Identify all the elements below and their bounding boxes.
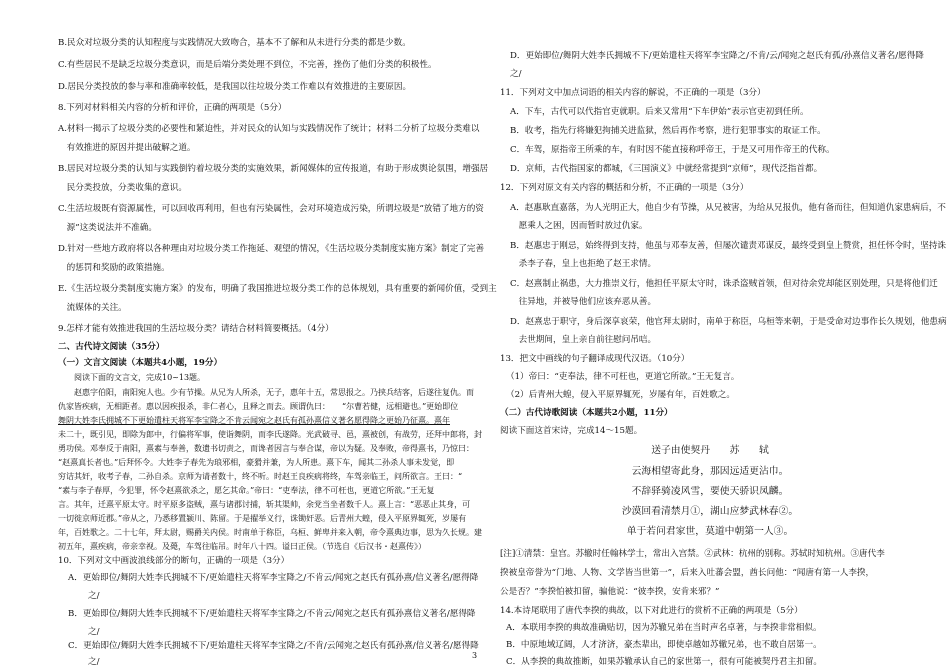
poem-line: 单于若问君家世，莫道中朝第一人③。 — [626, 526, 794, 537]
passage-line: 初五年，熹疾病，帝亲幸视。及薨，车驾往临吊。时年八十四。谥曰正侯。（节选自《后汉书・赵熹传》） — [58, 542, 426, 551]
poem-line: 云海相望寄此身，那因远适更沾巾。 — [631, 466, 789, 477]
q12-option-a: A．赵惠耿直嘉落，为人光明正大，他自少有节操，从兄被害，为给从兄报仇，他有备而往，但知道仇家患病后，不 — [510, 203, 946, 213]
q12-option-b-cont: 杀李子春，皇上也拒绝了赵王求情。 — [510, 259, 657, 269]
q11-option-c: C．车驾，原指帝王所乘的车，有时因不能直接称呼帝王，于是又可用作帝王的代称。 — [510, 145, 835, 155]
q11-option-b: B．收考，指先行将嫌犯拘捕关进监狱，然后再作考察，进行犯罪事实的取证工作。 — [510, 126, 826, 136]
q8-option-b: B.居民对垃圾分类的认知与实践倒钓着垃圾分类的实施效果，新闻媒体的宣传报道，有助于形成舆论氛围，增强居 — [58, 164, 489, 174]
q14-option-a: A．本联用李揆的典故准确贴切，因为苏辙兄弟在当时声名卓著，与李揆非常相似。 — [506, 623, 822, 633]
q7-option-c: C.有些居民不是缺乏垃圾分类意识，而是后端分类处理不到位，不完善，挫伤了他们分类的积极性。 — [58, 60, 437, 70]
poem-note: 揆被皇帝誉为“门地、人物、文学皆当世第一”，后来入吐蕃会盟，酋长问他：“闻唐有第一人李揆， — [500, 568, 875, 578]
q13-stem: 13．把文中画线的句子翻译成现代汉语。（10分） — [500, 354, 690, 364]
q12-stem: 12．下列对原文有关内容的概括和分析，不正确的一项是（3分） — [500, 183, 749, 193]
q9-stem: 9.怎样才能有效推进我国的生活垃圾分类？请结合材料简要概括。（4分） — [58, 324, 334, 334]
passage-line: 未二十，既引见，即除为郎中，行偏将军事，使诣舞阴，而李氏遂降。光武破寻、邑，熹被创，有战劳，还拜中郎将，封 — [58, 430, 482, 439]
q10-option-c: C．更始即位/舞阴大姓李氏拥城不下/更始遣柱天将军李宝降之/不肯/云闻宛之赵氏有孤孙熹/信义著名/愿得降 — [68, 641, 479, 651]
q10-option-d-cont: 之/ — [510, 69, 522, 79]
q8-stem: 8.下列对材料相关内容的分析和评价，正确的两项是（5分） — [58, 103, 287, 113]
q10-option-a: A．更始即位/舞阴大姓李氏拥城不下/更始遣柱天将军李宝降之/不肯云/闻宛之赵氏有孤孙熹/信义著名/愿得降 — [68, 573, 479, 583]
q12-option-c-cont: 往异地，并被导他们应该弃恶从善。 — [510, 297, 657, 307]
poem-intro: 阅读下面这首宋诗，完成14～15题。 — [500, 426, 643, 436]
passage-line: 仇家皆疾病，无相距者。惠以因疾报杀，非仁者心，且释之而去。顾谓仇曰： “尔曹若健，远相避也。”更始即位 — [58, 402, 459, 411]
q8-option-e: E.《生活垃圾分类制度实施方案》的发布，明确了我国推进垃圾分类工作的总体规划，具有重要的新闻价值，受到主 — [58, 284, 497, 294]
q8-option-a-cont: 有效推进的原因并提出破解之道。 — [58, 143, 196, 153]
q12-option-c: C．赵熹制止祸患，大力推崇义行，他担任平原太守时，诛杀盗贼首领，但对待余党却能区别处理，只是将他们迁 — [510, 279, 938, 289]
q8-option-a: A.材料一揭示了垃圾分类的必要性和紧迫性，并对民众的认知与实践情况作了统计；材料二分析了垃圾分类难以 — [58, 124, 480, 134]
passage-line: “素与李子春厚，今犯罪，怀令赵熹欲杀之，愿乞其命。”帝曰：“吏奉法，律不可枉也，更道它所欲。”王无复 — [58, 486, 435, 495]
q10-option-b-cont: 之/ — [88, 627, 100, 637]
q12-option-b: B．赵惠忠于刚忌，始终得到支持，他虽与邓奉友善，但屡次谴责邓谋反，最终受到皇上赞赏，担任怀令时，坚持诛 — [510, 241, 947, 251]
passage-line: “赵熹真长者也。”后拜怀令。大姓李子春先为琅邪相，豪猾并兼，为人所患。熹下车，闻其二孙杀人事未发觉，即 — [58, 458, 455, 467]
poem-line: 沙漠回看清禁月①，湖山应梦武林春②。 — [621, 506, 799, 517]
passage-line: 一切徙京师近郡。”帝从之，乃悉移置颍川、陈留。于是擢举义行，诛锄奸恶。后青州大蝗，侵入平原界辄死，岁屡有 — [58, 514, 467, 523]
q8-option-e-cont: 流媒体的关注。 — [58, 303, 127, 313]
poetry-heading: （二）古代诗歌阅读（本题共2小题，11分） — [500, 408, 673, 418]
passage-line: 赵惠字伯阳，南阳宛人也。少有节操。从兄为人所杀，无子，惠年十五，常思报之。乃挟兵结客，后遂往复仇。而 — [74, 388, 474, 397]
q7-option-b: B.民众对垃圾分类的认知程度与实践情况大致吻合，基本不了解和从未进行分类的都是少数。 — [58, 38, 411, 48]
q12-option-a-cont: 愿乘人之困，因而暂时放过仇家。 — [510, 221, 648, 231]
q14-option-c: C．从李揆的典故推断，如果苏辙承认自己的家世第一，很有可能被契丹君主扣留。 — [506, 657, 822, 667]
q13-item-1: （1）帝曰：“吏奉法，律不可枉也，更道它所欲。”王无复言。 — [506, 372, 740, 382]
q12-option-d: D．赵熹忠于职守，身后深享哀荣，他官拜太尉时，南单于称臣，乌桓等来朝，于是受命对边事作长久规划，他患病 — [510, 317, 947, 327]
passage-intro: 阅读下面的文言文，完成10~13题。 — [74, 373, 206, 382]
classical-prose-heading: （一）文言文阅读（本题共4小题，19分） — [58, 358, 223, 368]
section2-heading: 二、古代诗文阅读（35分） — [58, 342, 165, 352]
q14-stem: 14.本诗尾联用了唐代李揆的典故，以下对此进行的赏析不正确的两项是（5分） — [500, 606, 803, 616]
q11-stem: 11．下列对文中加点词语的相关内容的解说，不正确的一项是（3分） — [500, 88, 766, 98]
q10-option-b: B．更始即位/舞阴大姓李氏拥城不下/更始遣柱天将军李宝降之/不肯云/闻宛之赵氏有孤孙熹信义著名/愿得降 — [68, 609, 476, 619]
q8-option-b-cont: 民分类投放，分类收集的意识。 — [58, 183, 187, 193]
q14-option-b: B．中原地域辽阔，人才济济，豪杰辈出，即使卓越如苏辙兄弟，也不敢自居第一。 — [506, 640, 822, 650]
poem-line: 不辞驿骑凌风雪，要使天骄识凤麟。 — [631, 486, 789, 497]
q11-option-d: D．京师，古代指国家的都城，《三国演义》中就经常提到“京师”，现代泛指首都。 — [510, 164, 823, 174]
q10-option-d: D．更始即位/舞阴大姓李氏拥城不下/更始遣柱天将军李宝降之/不肯/云/闻宛之赵氏有孤/孙熹信义著名/愿得降 — [510, 51, 924, 61]
q7-option-d: D.居民分类投放的参与率和准确率较低，是我国以往垃圾分类工作难以有效推进的主要原因。 — [58, 82, 412, 92]
q12-option-d-cont: 去世期间，皇上亲自前往慰问吊唁。 — [510, 335, 657, 345]
passage-wavy-segment: 舞阴大姓李氏拥城不下更始遣柱天将军李宝降之不肯云闻宛之赵氏有孤孙熹信义著名愿得降之更始乃征熹。熹年 — [58, 416, 450, 425]
q11-option-a: A．下车，古代可以代指官吏就职。后来又常用“下车伊始”表示官吏初到任所。 — [510, 107, 809, 117]
poem-note: [注]①清禁：皇宫。苏辙时任翰林学士，常出入宫禁。②武林：杭州的别称。苏轼时知杭州。③唐代李 — [500, 549, 885, 559]
poem-title: 送子由使契丹 苏 轼 — [651, 445, 769, 456]
q8-option-d-cont: 的惩罚和奖励的政策措施。 — [58, 263, 170, 273]
passage-line: 年，百姓歌之。二十七年，拜太尉，赐爵关内侯。时南单于称臣，乌桓、鲜卑并来入朝，帝令熹典边事，思为久长规。建 — [58, 528, 482, 537]
q8-option-c-cont: 源”这类说法并不准确。 — [58, 223, 157, 233]
passage-line: 勇功侯。邓奉反于南阳，熹素与奉善，数遗书切责之，而谗者因言与奉合谋，帝以为疑。及奉败，帝得熹书，乃惊曰： — [58, 444, 474, 453]
q8-option-c: C.生活垃圾既有资源属性，可以回收再利用，但也有污染属性，会对环境造成污染，所谓垃圾是“放错了地方的资 — [58, 204, 484, 214]
q10-option-a-cont: 之/ — [88, 591, 100, 601]
q10-stem: 10．下列对文中画波浪线部分的断句，正确的一项是（3分） — [58, 556, 290, 566]
q13-item-2: （2）后青州大蝗，侵入平原界辄死，岁屡有年，百姓歌之。 — [506, 390, 735, 400]
page-number: 3 — [472, 651, 478, 660]
passage-line: 穷诘其奸，收考子春，二孙自杀。京师为请者数十，终不听。时赵王良疾病将终，车驾亲临王，问所欲言。王曰：“ — [58, 472, 463, 481]
q8-option-d: D.针对一些地方政府将以各种理由对垃圾分类工作拖延、观望的情况，《生活垃圾分类制度实施方案》制定了完善 — [58, 244, 485, 254]
poem-note: 公是否？”李揆怕被扣留，骗他说：“彼李揆，安肯来邪？” — [500, 587, 720, 597]
q10-option-c-cont: 之/ — [88, 657, 100, 667]
passage-line: 言。其年，迁熹平原太守。时平原多盗贼，熹与诸郡讨捕，斩其渠帅，余党当坐者数千人。熹上言：“恶恶止其身，可 — [58, 500, 471, 509]
